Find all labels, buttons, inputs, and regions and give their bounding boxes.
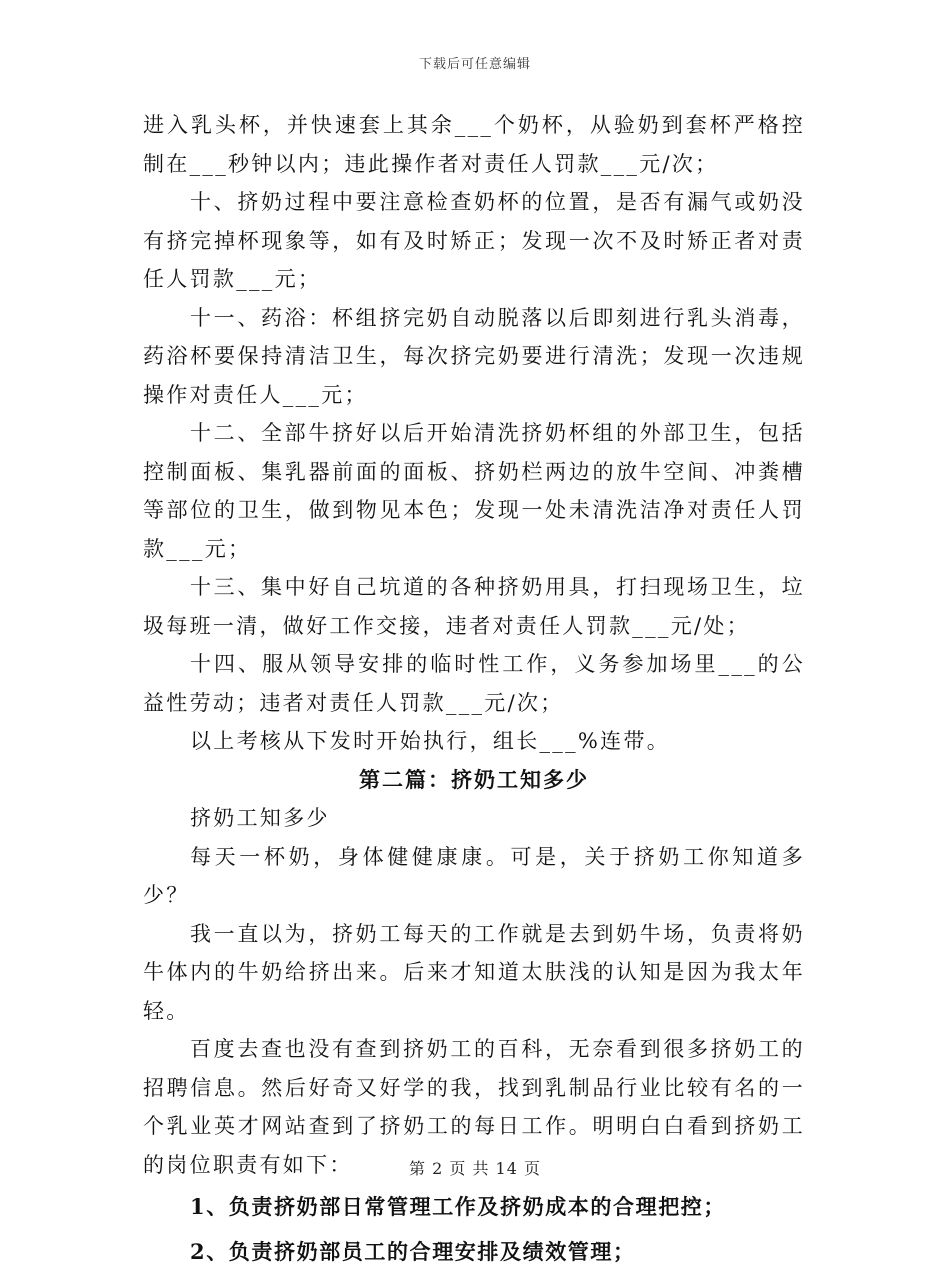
duty-list-item: 2、负责挤奶部员工的合理安排及绩效管理； [190, 1239, 636, 1264]
section-subtitle: 挤奶工知多少 [190, 806, 330, 830]
paragraph-item-13: 十三、集中好自己坑道的各种挤奶用具，打扫现场卫生，垃圾每班一清，做好工作交接，违者对责任人罚款___元/处； [143, 575, 805, 638]
section-paragraph: 每天一杯奶，身体健健康康。可是，关于挤奶工你知道多少？ [143, 844, 805, 907]
section-paragraph: 我一直以为，挤奶工每天的工作就是去到奶牛场，负责将奶牛体内的牛奶给挤出来。后来才知道太肤浅的认知是因为我太年轻。 [143, 921, 805, 1023]
page-number: 第 2 页 共 14 页 [409, 1159, 541, 1178]
duty-list-item: 1、负责挤奶部日常管理工作及挤奶成本的合理把控； [190, 1194, 727, 1219]
header-note: 下载后可任意编辑 [418, 57, 531, 72]
section-title: 第二篇：挤奶工知多少 [359, 766, 589, 792]
paragraph-item-12: 十二、全部牛挤好以后开始清洗挤奶杯组的外部卫生，包括控制面板、集乳器前面的面板、挤奶栏两边的放牛空间、冲粪槽等部位的卫生，做到物见本色；发现一处未清洗洁净对责任人罚款___元； [143, 421, 805, 561]
paragraph-closing: 以上考核从下发时开始执行，组长___%连带。 [190, 729, 671, 753]
paragraph-continuation: 进入乳头杯，并快速套上其余___个奶杯，从验奶到套杯严格控制在___秒钟以内；违此操作者对责任人罚款___元/次； [143, 113, 805, 176]
paragraph-item-11: 十一、药浴：杯组挤完奶自动脱落以后即刻进行乳头消毒，药浴杯要保持清洁卫生，每次挤完奶要进行清洗；发现一次违规操作对责任人___元； [143, 305, 805, 407]
paragraph-item-14: 十四、服从领导安排的临时性工作，义务参加场里___的公益性劳动；违者对责任人罚款___元/次； [143, 652, 805, 715]
section-paragraph: 百度去查也没有查到挤奶工的百科，无奈看到很多挤奶工的招聘信息。然后好奇又好学的我，找到乳制品行业比较有名的一个乳业英才网站查到了挤奶工的每日工作。明明白白看到挤奶工的岗位职责有如下： [143, 1037, 805, 1177]
document-body [143, 106, 805, 1274]
paragraph-item-10: 十、挤奶过程中要注意检查奶杯的位置，是否有漏气或奶没有挤完掉杯现象等，如有及时矫正；发现一次不及时矫正者对责任人罚款___元； [143, 190, 805, 291]
